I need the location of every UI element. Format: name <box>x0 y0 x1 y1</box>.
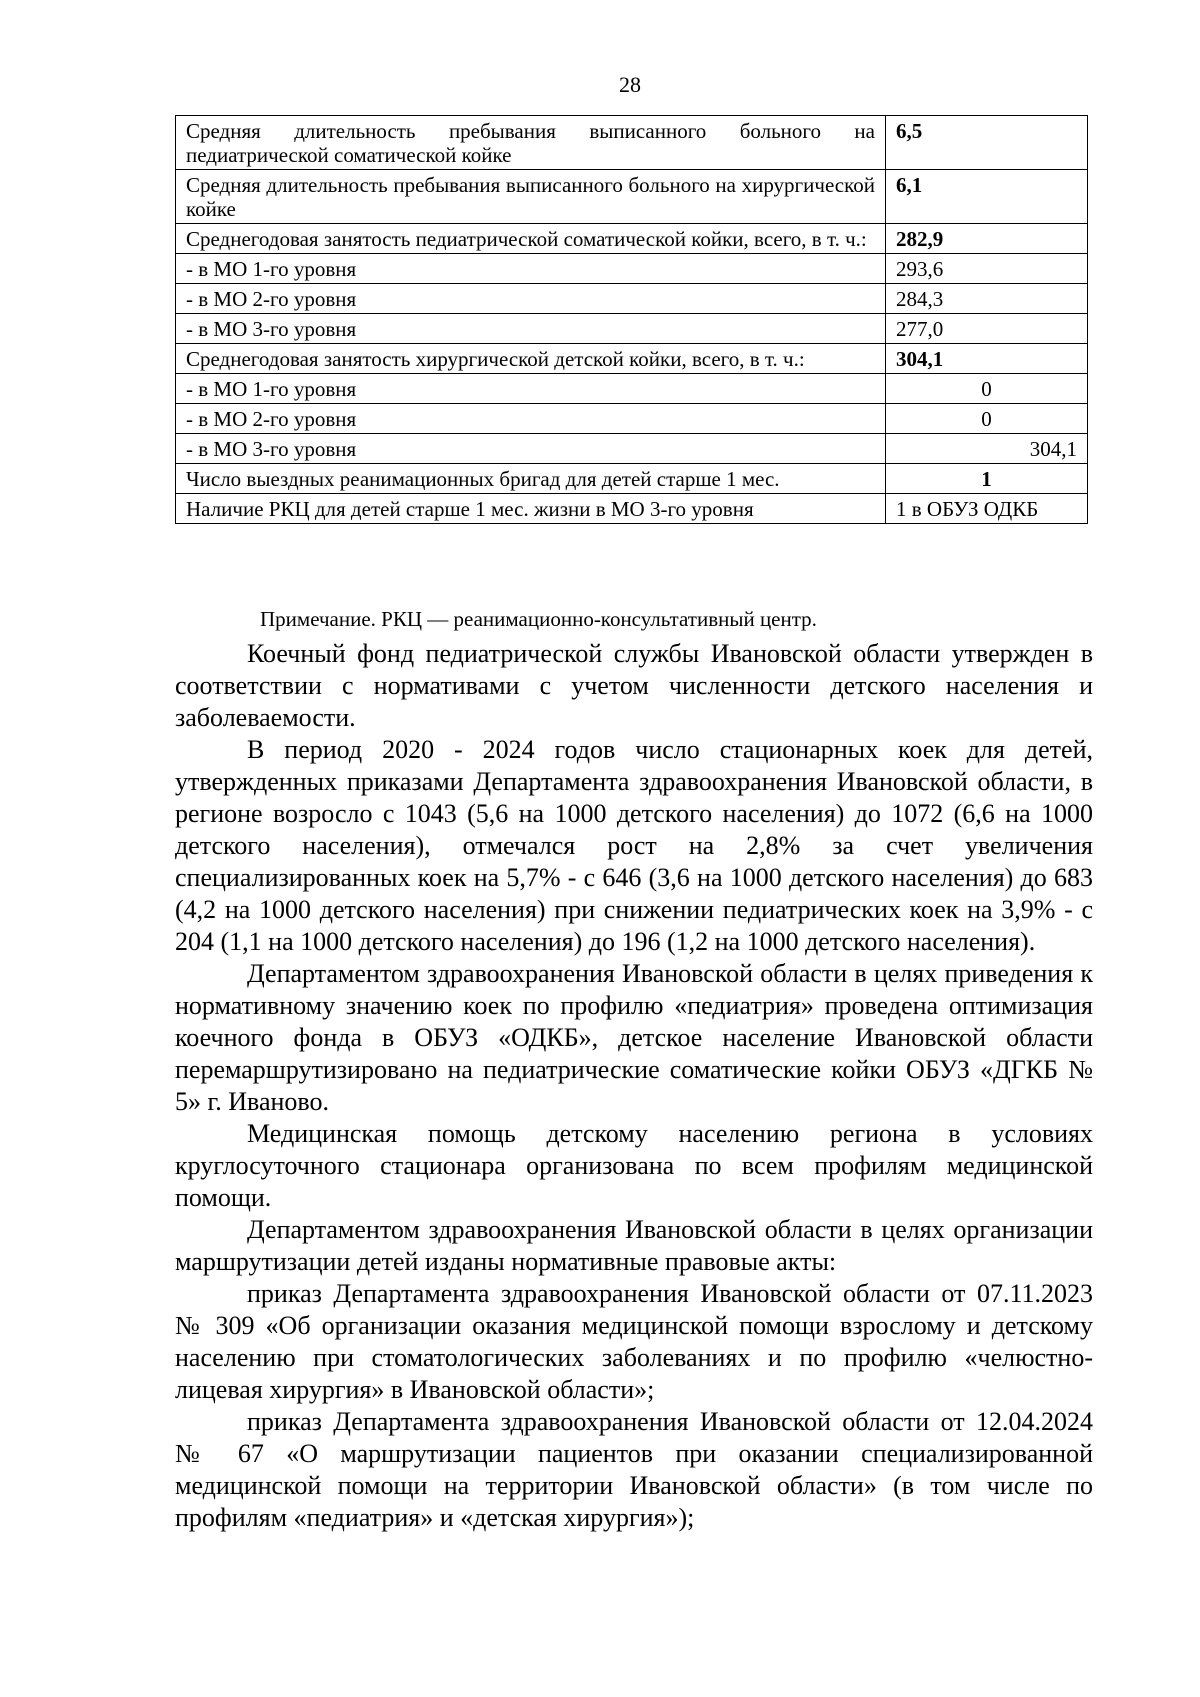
row-label: Среднегодовая занятость педиатрической соматической койки, всего, в т. ч.: <box>176 224 886 254</box>
document-body <box>175 638 1093 1534</box>
row-label: - в МО 2-го уровня <box>176 404 886 434</box>
table-row <box>176 404 1088 434</box>
table-row <box>176 344 1088 374</box>
table-row <box>176 284 1088 314</box>
row-label: - в МО 1-го уровня <box>176 254 886 284</box>
table-row <box>176 494 1088 524</box>
row-label: - в МО 3-го уровня <box>176 314 886 344</box>
table-row <box>176 464 1088 494</box>
row-value: 304,1 <box>886 344 1088 374</box>
table-row <box>176 314 1088 344</box>
table-row <box>176 374 1088 404</box>
paragraph: В период 2020 - 2024 годов число стационарных коек для детей, утвержденных приказами Департамента здравоохранения Ивановской области, в регионе возросло с 1043 (5,6 на 1000 детского населения) до 1072 (6,6 на 1000 детского населения), отмечался рост на 2,8% за счет увеличения специализированных коек на 5,7% - с 646 (3,6 на 1000 детского населения) до 683 (4,2 на 1000 детского населения) при снижении педиатрических коек на 3,9% - с 204 (1,1 на 1000 детского населения) до 196 (1,2 на 1000 детского населения). <box>175 735 1093 956</box>
table-row <box>176 434 1088 464</box>
row-value: 282,9 <box>886 224 1088 254</box>
row-label: Средняя длительность пребывания выписанного больного на хирургической койке <box>176 170 886 224</box>
table-row <box>176 170 1088 224</box>
table-row <box>176 224 1088 254</box>
table-note: Примечание. РКЦ — реанимационно-консультативный центр. <box>260 607 817 631</box>
row-value: 0 <box>886 374 1088 404</box>
row-value: 6,1 <box>886 170 1088 224</box>
statistics-table <box>175 115 1088 524</box>
row-value: 6,5 <box>886 116 1088 170</box>
paragraph: приказ Департамента здравоохранения Ивановской области от 07.11.2023 № 309 «Об организации оказания медицинской помощи взрослому и детскому населению при стоматологических заболеваниях и по профилю «челюстно-лицевая хирургия» в Ивановской области»; <box>175 1279 1093 1404</box>
table-row <box>176 116 1088 170</box>
paragraph: Медицинская помощь детскому населению региона в условиях круглосуточного стационара организована по всем профилям медицинской помощи. <box>175 1119 1093 1212</box>
row-label: - в МО 1-го уровня <box>176 374 886 404</box>
row-value: 1 в ОБУЗ ОДКБ <box>886 494 1088 524</box>
table-row <box>176 254 1088 284</box>
row-label: Средняя длительность пребывания выписанного больного на педиатрической соматической койке <box>176 116 886 170</box>
row-label: - в МО 3-го уровня <box>176 434 886 464</box>
row-value: 1 <box>886 464 1088 494</box>
row-label: Среднегодовая занятость хирургической детской койки, всего, в т. ч.: <box>176 344 886 374</box>
row-label: Число выездных реанимационных бригад для детей старше 1 мес. <box>176 464 886 494</box>
page-number: 28 <box>619 72 641 97</box>
row-value: 0 <box>886 404 1088 434</box>
row-value: 293,6 <box>886 254 1088 284</box>
paragraph: Департаментом здравоохранения Ивановской области в целях приведения к нормативному значению коек по профилю «педиатрия» проведена оптимизация коечного фонда в ОБУЗ «ОДКБ», детское население Ивановской области перемаршрутизировано на педиатрические соматические койки ОБУЗ «ДГКБ № 5» г. Иваново. <box>175 959 1093 1116</box>
row-label: - в МО 2-го уровня <box>176 284 886 314</box>
row-value: 284,3 <box>886 284 1088 314</box>
paragraph: Коечный фонд педиатрической службы Ивановской области утвержден в соответствии с нормативами с учетом численности детского населения и заболеваемости. <box>175 639 1093 732</box>
paragraph: приказ Департамента здравоохранения Ивановской области от 12.04.2024 № 67 «О маршрутизации пациентов при оказании специализированной медицинской помощи на территории Ивановской области» (в том числе по профилям «педиатрия» и «детская хирургия»); <box>175 1407 1093 1532</box>
row-label: Наличие РКЦ для детей старше 1 мес. жизни в МО 3-го уровня <box>176 494 886 524</box>
paragraph: Департаментом здравоохранения Ивановской области в целях организации маршрутизации детей изданы нормативные правовые акты: <box>175 1215 1093 1276</box>
row-value: 304,1 <box>886 434 1088 464</box>
row-value: 277,0 <box>886 314 1088 344</box>
